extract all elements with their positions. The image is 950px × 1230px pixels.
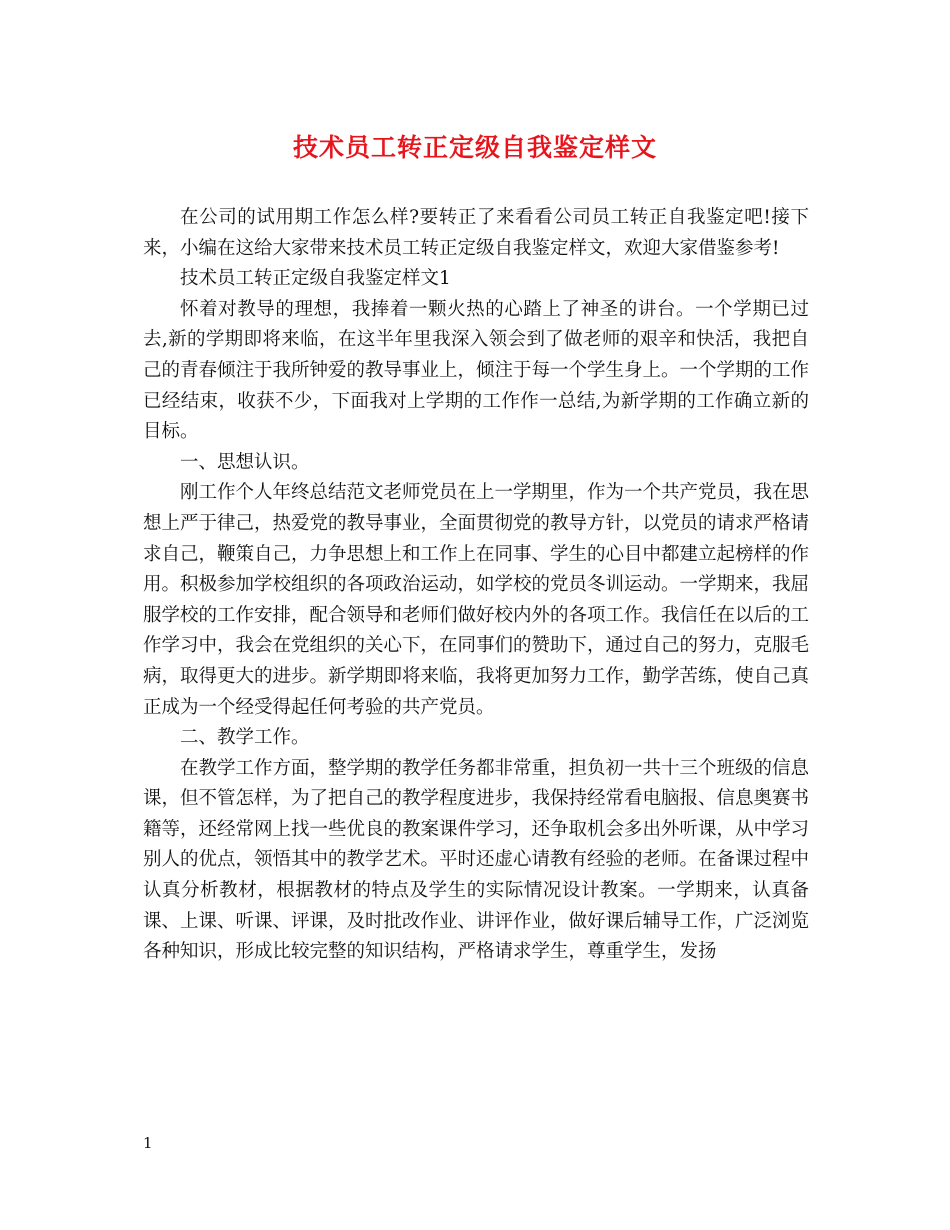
section-heading-thought: 一、思想认识。 [180, 451, 310, 473]
page-number: 1 [143, 1134, 153, 1152]
paragraph-sample-heading: 技术员工转正定级自我鉴定样文1 [180, 268, 451, 290]
paragraph-opening: 怀着对教导的理想，我捧着一颗火热的心踏上了神圣的讲台。一个学期已过去,新的学期即将来临，在这半年里我深入领会到了做老师的艰辛和快活，我把自己的青春倾注于我所钟爱的教导事业上，倾注于每一个学生身上。一个学期的工作已经结束，收获不少，下面我对上学期的工作作一总结,为新学期的工作确立新的目标。 [143, 298, 810, 443]
document-title: 技术员工转正定级自我鉴定样文 [292, 133, 657, 162]
paragraph-intro: 在公司的试用期工作怎么样?要转正了来看看公司员工转正自我鉴定吧!接下来，小编在这给大家带来技术员工转正定级自我鉴定样文，欢迎大家借鉴参考! [143, 207, 809, 259]
paragraph-teaching: 在教学工作方面，整学期的教学任务都非常重，担负初一共十三个班级的信息课，但不管怎样，为了把自己的教学程度进步，我保持经常看电脑报、信息奥赛书籍等，还经常网上找一些优良的教案课件学习，还争取机会多出外听课，从中学习别人的优点，领悟其中的教学艺术。平时还虚心请教有经验的老师。在备课过程中认真分析教材，根据教材的特点及学生的实际情况设计教案。一学期来，认真备课、上课、听课、评课，及时批改作业、讲评作业，做好课后辅导工作，广泛浏览各种知识，形成比较完整的知识结构，严格请求学生，尊重学生，发扬 [143, 757, 810, 963]
section-heading-teaching: 二、教学工作。 [180, 727, 310, 749]
document-body [143, 203, 809, 968]
paragraph-thought: 刚工作个人年终总结范文老师党员在上一学期里，作为一个共产党员，我在思想上严于律己，热爱党的教导事业，全面贯彻党的教导方针，以党员的请求严格请求自己，鞭策自己，力争思想上和工作上在同事、学生的心目中都建立起榜样的作用。积极参加学校组织的各项政治运动，如学校的党员冬训运动。一学期来，我屈服学校的工作安排，配合领导和老师们做好校内外的各项工作。我信任在以后的工作学习中，我会在党组织的关心下，在同事们的赞助下，通过自己的努力，克服毛病，取得更大的进步。新学期即将来临，我将更加努力工作，勤学苦练，使自己真正成为一个经受得起任何考验的共产党员。 [143, 482, 810, 718]
